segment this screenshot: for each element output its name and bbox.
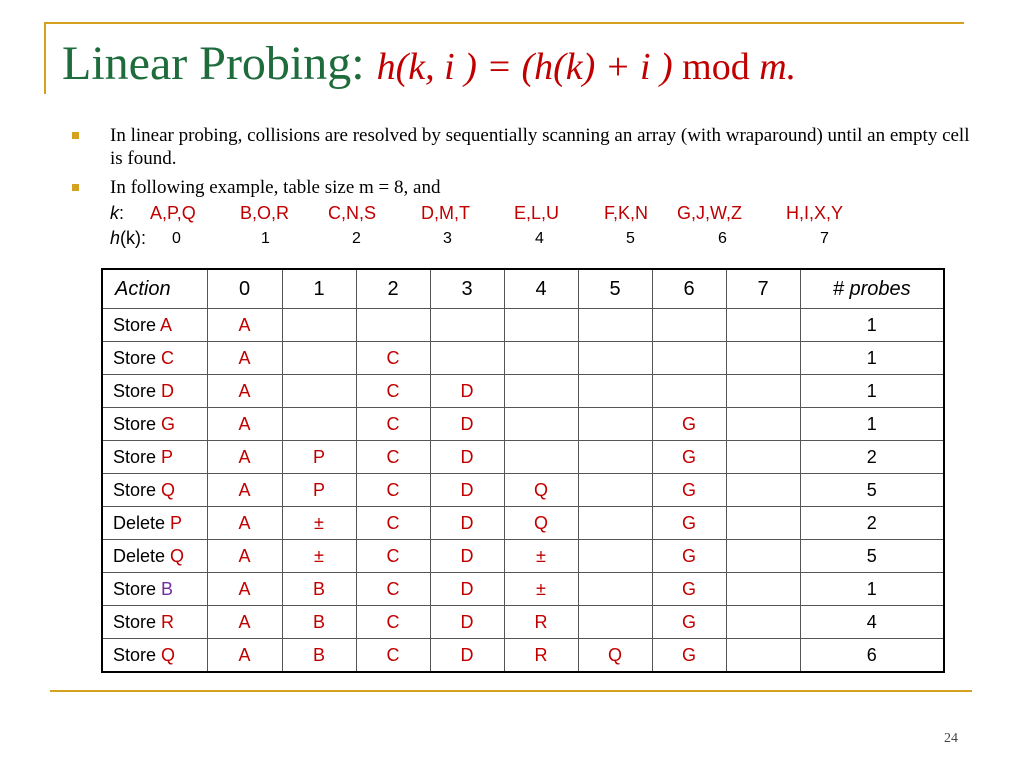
slot-cell: B	[282, 639, 356, 673]
slot-cell	[578, 309, 652, 342]
key-group: D,M,T	[421, 203, 470, 223]
slot-cell: G	[652, 639, 726, 673]
slot-cell	[430, 342, 504, 375]
table-row	[102, 639, 944, 673]
action-key: Q	[161, 644, 176, 665]
slot-cell: C	[356, 441, 430, 474]
slot-cell: C	[356, 375, 430, 408]
slot-cell: G	[652, 474, 726, 507]
hash-value: 3	[443, 230, 452, 247]
slot-cell: A	[207, 375, 282, 408]
slot-cell: A	[207, 573, 282, 606]
bullet-item	[72, 176, 972, 199]
slot-cell: ±	[282, 507, 356, 540]
slot-cell	[430, 309, 504, 342]
slot-cell	[726, 342, 800, 375]
slot-cell	[282, 342, 356, 375]
action-key: G	[161, 413, 176, 434]
probes-cell: 6	[800, 639, 944, 673]
title-formula: h(k, i ) = (h(k) + i )	[376, 46, 673, 88]
slot-cell: G	[652, 408, 726, 441]
hash-value: 5	[626, 230, 635, 247]
slot-cell: ±	[504, 540, 578, 573]
probe-table	[101, 268, 945, 673]
action-cell	[102, 639, 207, 673]
hash-value: 4	[535, 230, 544, 247]
action-verb: Store	[113, 611, 157, 632]
slot-cell	[726, 573, 800, 606]
action-cell	[102, 507, 207, 540]
slot-cell	[504, 309, 578, 342]
table-row	[102, 342, 944, 375]
action-verb: Store	[113, 347, 157, 368]
column-header: # probes	[800, 269, 944, 309]
slot-cell	[652, 309, 726, 342]
column-header: 7	[726, 269, 800, 309]
hash-value: 7	[820, 230, 829, 247]
slot-cell	[726, 474, 800, 507]
action-verb: Delete	[113, 512, 166, 533]
slot-cell	[726, 507, 800, 540]
slot-cell: G	[652, 606, 726, 639]
slot-cell: A	[207, 540, 282, 573]
action-key: P	[161, 446, 174, 467]
hash-value: 2	[352, 230, 361, 247]
slot-cell: A	[207, 309, 282, 342]
slot-cell	[578, 441, 652, 474]
slot-cell: ±	[504, 573, 578, 606]
slot-cell	[578, 474, 652, 507]
slot-cell: R	[504, 606, 578, 639]
slot-cell: D	[430, 441, 504, 474]
slot-cell: G	[652, 573, 726, 606]
slot-cell: D	[430, 573, 504, 606]
action-cell	[102, 540, 207, 573]
probes-cell: 1	[800, 309, 944, 342]
probes-cell: 2	[800, 507, 944, 540]
slot-cell: B	[282, 606, 356, 639]
action-key: D	[161, 380, 175, 401]
slot-cell: G	[652, 507, 726, 540]
action-cell	[102, 342, 207, 375]
title-mod: mod	[672, 46, 760, 88]
slot-cell	[578, 573, 652, 606]
slot-cell: A	[207, 507, 282, 540]
slot-cell: C	[356, 573, 430, 606]
action-key: B	[161, 578, 174, 599]
slot-cell	[282, 309, 356, 342]
slot-cell: D	[430, 375, 504, 408]
slot-cell: C	[356, 507, 430, 540]
action-cell	[102, 573, 207, 606]
probes-cell: 2	[800, 441, 944, 474]
table-row	[102, 540, 944, 573]
slot-cell	[578, 375, 652, 408]
slot-cell: D	[430, 639, 504, 673]
column-header: 2	[356, 269, 430, 309]
table-row	[102, 573, 944, 606]
bottom-rule	[50, 690, 972, 692]
bullet-text: In following example, table size m = 8, and	[110, 177, 441, 198]
action-verb: Store	[113, 413, 157, 434]
slot-cell	[726, 540, 800, 573]
slot-cell: P	[282, 441, 356, 474]
column-header: 5	[578, 269, 652, 309]
slot-cell: D	[430, 540, 504, 573]
slot-cell: D	[430, 474, 504, 507]
slot-cell: C	[356, 540, 430, 573]
bullet-marker-icon	[72, 184, 79, 191]
table-row	[102, 408, 944, 441]
action-key: P	[170, 512, 183, 533]
hash-value: 6	[718, 230, 727, 247]
action-verb: Store	[113, 479, 157, 500]
probes-cell: 1	[800, 375, 944, 408]
slot-cell	[578, 408, 652, 441]
slot-cell: B	[282, 573, 356, 606]
slot-cell: A	[207, 606, 282, 639]
action-key: C	[161, 347, 175, 368]
slot-cell	[726, 606, 800, 639]
slot-cell	[652, 375, 726, 408]
table-row	[102, 507, 944, 540]
table-row	[102, 606, 944, 639]
slot-cell: C	[356, 408, 430, 441]
probes-cell: 5	[800, 474, 944, 507]
slot-cell: D	[430, 408, 504, 441]
slot-cell	[652, 342, 726, 375]
column-header: 4	[504, 269, 578, 309]
key-group: C,N,S	[328, 203, 377, 223]
action-verb: Store	[113, 380, 157, 401]
action-cell	[102, 441, 207, 474]
page-number: 24	[944, 731, 958, 746]
slot-cell: Q	[504, 474, 578, 507]
slot-cell	[578, 606, 652, 639]
slot-cell	[504, 342, 578, 375]
action-verb: Store	[113, 578, 157, 599]
table-row	[102, 441, 944, 474]
key-group: G,J,W,Z	[677, 203, 742, 223]
table-row	[102, 309, 944, 342]
key-group: B,O,R	[240, 203, 290, 223]
column-header: 1	[282, 269, 356, 309]
table-row	[102, 474, 944, 507]
action-verb: Store	[113, 314, 157, 335]
action-key: R	[161, 611, 175, 632]
slot-cell	[726, 441, 800, 474]
h-label: h(k):	[110, 228, 147, 248]
slot-cell: G	[652, 441, 726, 474]
slot-cell: G	[652, 540, 726, 573]
action-verb: Store	[113, 644, 157, 665]
slot-cell: D	[430, 606, 504, 639]
action-verb: Delete	[113, 545, 166, 566]
slot-cell: C	[356, 639, 430, 673]
key-group: F,K,N	[604, 203, 649, 223]
probes-cell: 4	[800, 606, 944, 639]
column-header: 0	[207, 269, 282, 309]
column-header: 6	[652, 269, 726, 309]
probes-cell: 1	[800, 573, 944, 606]
column-header: Action	[102, 269, 207, 309]
slot-cell	[578, 342, 652, 375]
slot-cell	[726, 639, 800, 673]
bullet-list	[72, 124, 972, 205]
action-key: Q	[161, 479, 176, 500]
slot-cell	[578, 507, 652, 540]
action-key: A	[160, 314, 173, 335]
table-row	[102, 375, 944, 408]
key-group: E,L,U	[514, 203, 560, 223]
bullet-marker-icon	[72, 132, 79, 139]
slot-cell: D	[430, 507, 504, 540]
probes-cell: 1	[800, 342, 944, 375]
slot-cell: A	[207, 408, 282, 441]
k-label: k:	[110, 203, 125, 223]
action-cell	[102, 309, 207, 342]
slot-cell	[282, 408, 356, 441]
slot-cell: Q	[578, 639, 652, 673]
slot-cell	[504, 441, 578, 474]
slot-cell: A	[207, 474, 282, 507]
slot-cell: C	[356, 606, 430, 639]
slot-cell	[504, 375, 578, 408]
slot-cell: C	[356, 474, 430, 507]
action-cell	[102, 474, 207, 507]
slot-cell: A	[207, 441, 282, 474]
slot-cell: ±	[282, 540, 356, 573]
key-group: H,I,X,Y	[786, 203, 844, 223]
probes-cell: 5	[800, 540, 944, 573]
slot-cell: A	[207, 639, 282, 673]
table-header-row	[102, 269, 944, 309]
column-header: 3	[430, 269, 504, 309]
slot-cell	[282, 375, 356, 408]
title-m: m.	[759, 46, 797, 88]
slot-cell	[578, 540, 652, 573]
title-text: Linear Probing:	[62, 37, 377, 90]
key-group: A,P,Q	[150, 203, 196, 223]
action-cell	[102, 375, 207, 408]
slot-cell	[726, 408, 800, 441]
slot-cell: Q	[504, 507, 578, 540]
slot-cell: A	[207, 342, 282, 375]
left-rule	[44, 22, 46, 94]
bullet-item	[72, 124, 972, 170]
probes-cell: 1	[800, 408, 944, 441]
slide-title	[62, 37, 797, 90]
slot-cell	[726, 309, 800, 342]
slot-cell	[726, 375, 800, 408]
slot-cell: R	[504, 639, 578, 673]
action-cell	[102, 408, 207, 441]
top-rule	[44, 22, 964, 24]
hash-value: 0	[172, 230, 181, 247]
slot-cell: P	[282, 474, 356, 507]
hash-value: 1	[261, 230, 270, 247]
action-cell	[102, 606, 207, 639]
action-verb: Store	[113, 446, 157, 467]
action-key: Q	[170, 545, 185, 566]
slot-cell: C	[356, 342, 430, 375]
slot-cell	[504, 408, 578, 441]
bullet-text: In linear probing, collisions are resolved by sequentially scanning an array (with wraparound) until an empty cell is found.	[110, 125, 970, 169]
slot-cell	[356, 309, 430, 342]
